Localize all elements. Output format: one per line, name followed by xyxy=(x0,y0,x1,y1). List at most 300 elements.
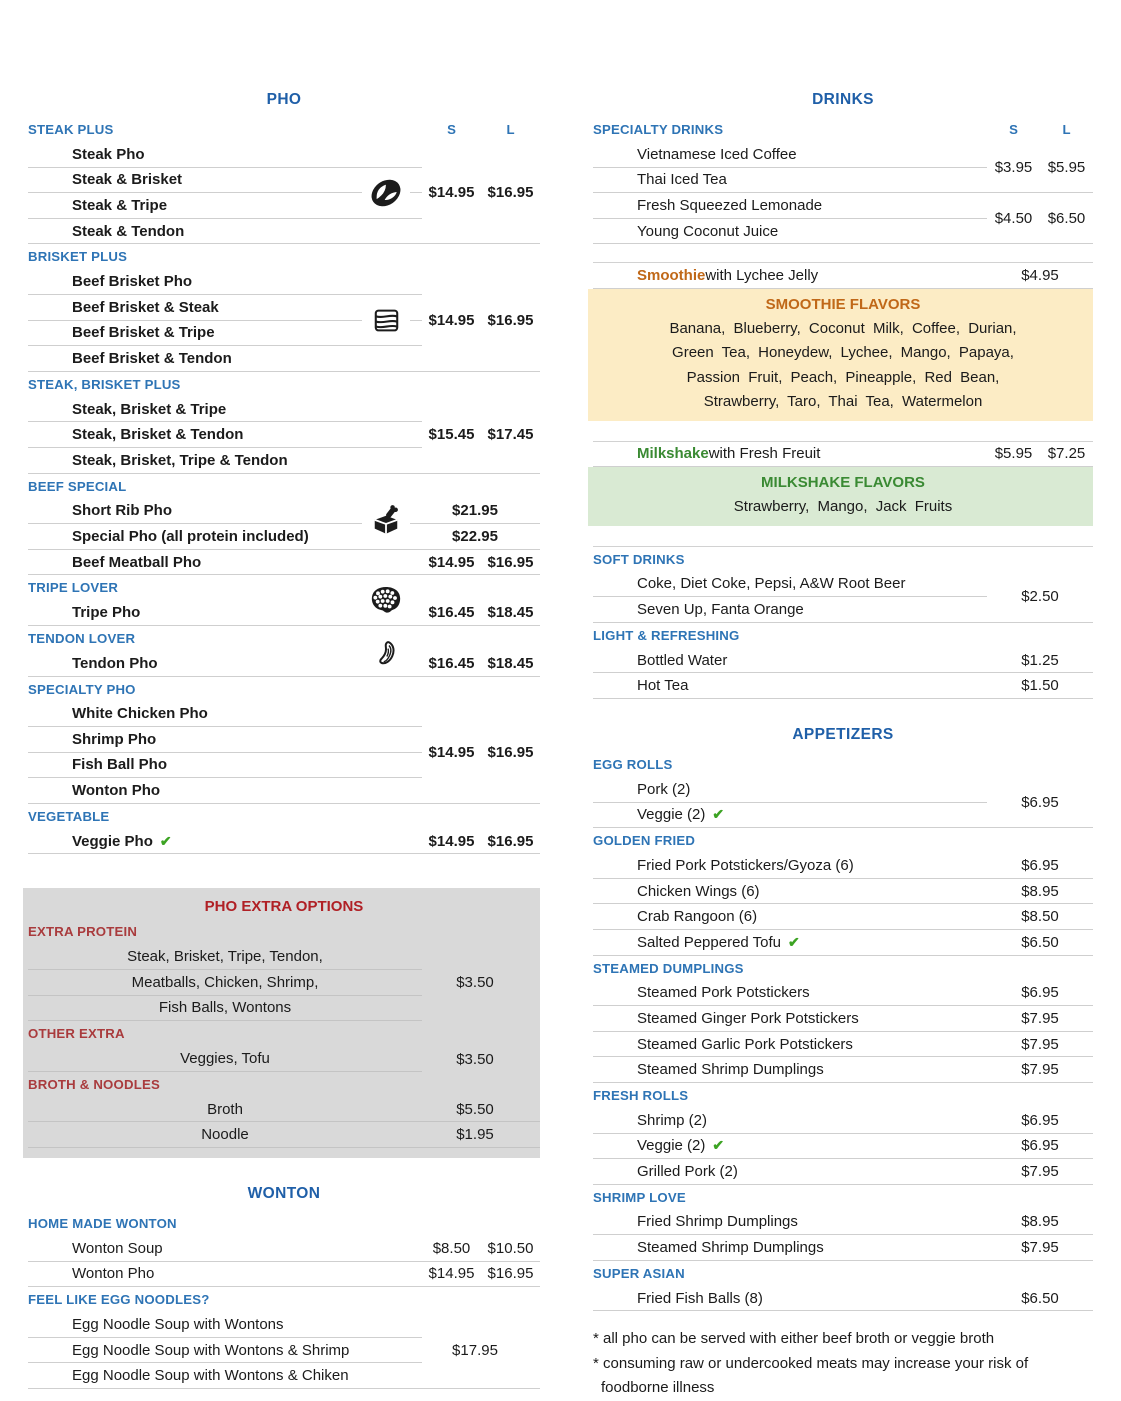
group-items xyxy=(28,1097,540,1148)
item-name-text: Wonton Soup xyxy=(72,1239,163,1257)
menu-group xyxy=(28,117,540,244)
menu-item-name xyxy=(593,1239,987,1256)
menu-item-name xyxy=(28,833,422,850)
price-cell xyxy=(987,777,1093,827)
price-single: $1.95 xyxy=(456,1126,494,1144)
menu-item-name xyxy=(28,1338,422,1364)
price-cell xyxy=(987,883,1093,900)
footnotes xyxy=(593,1327,1093,1400)
group-items xyxy=(28,1046,540,1072)
group-label: SHRIMP LOVE xyxy=(593,1189,686,1205)
flavor-line: Banana, Blueberry, Coconut Milk, Coffee, Durian, xyxy=(669,319,1017,337)
item-lead-word: Milkshake xyxy=(637,445,709,463)
size-col-s: S xyxy=(447,122,456,137)
menu-item-name xyxy=(593,677,987,694)
item-name-text: Steak & Tripe xyxy=(72,196,168,214)
menu-item-row xyxy=(28,499,540,525)
group-label-row xyxy=(28,1021,540,1046)
menu-group xyxy=(28,677,540,804)
price-cell xyxy=(987,934,1093,951)
group-label: SPECIALTY PHO xyxy=(28,681,136,697)
menu-item-row xyxy=(593,673,1093,699)
group-items xyxy=(28,829,540,855)
price-cell xyxy=(422,528,540,545)
menu-item-name xyxy=(593,1112,987,1129)
price-small: $14.95 xyxy=(428,311,475,329)
item-name-text: Broth xyxy=(207,1100,243,1118)
price-single: $6.50 xyxy=(1021,933,1059,951)
group-label-row xyxy=(28,626,540,651)
menu-group xyxy=(28,1287,540,1389)
price-single: $6.50 xyxy=(1021,1289,1059,1307)
price-single: $5.50 xyxy=(456,1100,494,1118)
tendon-icon xyxy=(362,630,410,676)
price-cell xyxy=(987,1137,1093,1154)
menu-group xyxy=(28,474,540,576)
menu-item-name xyxy=(593,1010,987,1027)
price-small: $14.95 xyxy=(428,553,475,571)
menu-item-row xyxy=(593,1210,1093,1236)
menu-group xyxy=(593,117,1093,193)
group-items xyxy=(28,269,540,371)
price-single: $6.95 xyxy=(1021,1137,1059,1155)
price-cell xyxy=(422,651,540,676)
item-name-text: Tendon Pho xyxy=(72,654,158,672)
menu-item-row xyxy=(593,981,1093,1007)
menu-group xyxy=(28,626,540,677)
price-large: $6.50 xyxy=(1047,209,1086,227)
group-label-row xyxy=(593,828,1093,853)
price-small: $8.50 xyxy=(432,1239,471,1257)
item-name-text: Veggie Pho xyxy=(72,832,153,850)
group-label-row xyxy=(28,1072,540,1097)
price-small: $14.95 xyxy=(428,832,475,850)
price-cell xyxy=(422,397,540,473)
price-large: $18.45 xyxy=(487,654,534,672)
menu-item-row xyxy=(28,1262,540,1288)
group-label: GOLDEN FRIED xyxy=(593,833,696,849)
size-header xyxy=(987,122,1093,137)
item-name-text: Grilled Pork (2) xyxy=(637,1162,738,1180)
item-name-text: Egg Noodle Soup with Wontons xyxy=(72,1316,284,1334)
price-single: $6.95 xyxy=(1021,856,1059,874)
price-single: $22.95 xyxy=(452,527,498,545)
menu-item-name xyxy=(28,996,422,1022)
veggie-check-icon: ✔ xyxy=(788,933,800,950)
group-items xyxy=(28,142,540,244)
menu-section-title: DRINKS xyxy=(812,91,874,108)
item-name-text: Steamed Shrimp Dumplings xyxy=(637,1061,824,1079)
group-label-row xyxy=(28,244,540,269)
flavor-line: Strawberry, Mango, Jack Fruits xyxy=(733,498,953,516)
menu-item-row xyxy=(593,904,1093,930)
price-cell xyxy=(422,1265,540,1282)
menu-item-name xyxy=(28,970,422,996)
menu-item-row xyxy=(28,1097,540,1123)
group-label: TENDON LOVER xyxy=(28,630,136,646)
group-label: SUPER ASIAN xyxy=(593,1265,685,1281)
price-large: $17.45 xyxy=(487,426,534,444)
menu-item-row xyxy=(593,879,1093,905)
menu-item-row xyxy=(28,524,540,550)
item-name-text: Seven Up, Fanta Orange xyxy=(637,600,804,618)
group-items xyxy=(28,1236,540,1287)
divider xyxy=(593,421,1093,442)
price-cell xyxy=(422,600,540,625)
price-large: $16.95 xyxy=(487,184,534,202)
group-items xyxy=(593,981,1093,1083)
group-label-row xyxy=(28,474,540,499)
footnote-line: * all pho can be served with either beef broth or veggie broth xyxy=(593,1330,995,1348)
menu-item-name xyxy=(28,142,422,168)
menu-item-name xyxy=(28,554,422,571)
menu-item-name xyxy=(593,883,987,900)
item-name-text: Steak Pho xyxy=(72,145,145,163)
price-cell xyxy=(987,1036,1093,1053)
menu-item-name xyxy=(593,803,987,828)
menu-item-name xyxy=(593,572,987,598)
menu-item-name xyxy=(28,1240,422,1257)
menu-item-name xyxy=(593,1137,987,1154)
price-large: $10.50 xyxy=(487,1239,534,1257)
group-items xyxy=(593,442,1093,468)
item-name-text: Steak, Brisket & Tripe xyxy=(72,400,227,418)
item-name-text: Meatballs, Chicken, Shrimp, xyxy=(131,973,319,991)
group-label-row xyxy=(593,1185,1093,1210)
group-label: STEAMED DUMPLINGS xyxy=(593,960,744,976)
group-label: HOME MADE WONTON xyxy=(28,1216,177,1232)
size-col-s: S xyxy=(1009,122,1018,137)
item-name-text: Steak & Tendon xyxy=(72,222,185,240)
item-name-text: Beef Meatball Pho xyxy=(72,553,202,571)
group-items xyxy=(593,193,1093,244)
price-cell xyxy=(987,984,1093,1001)
item-name-rest: with Lychee Jelly xyxy=(705,267,819,285)
menu-item-name xyxy=(28,346,422,371)
item-name-text: Coke, Diet Coke, Pepsi, A&W Root Beer xyxy=(637,575,906,593)
price-single: $7.95 xyxy=(1021,1061,1059,1079)
price-cell xyxy=(987,445,1093,462)
menu-section-title: APPETIZERS xyxy=(792,725,894,743)
item-name-text: Wonton Pho xyxy=(72,1265,155,1283)
menu-item-name xyxy=(593,267,987,284)
group-items xyxy=(28,397,540,474)
price-cell xyxy=(987,1239,1093,1256)
divider xyxy=(593,526,1093,547)
price-cell xyxy=(987,1010,1093,1027)
item-name-text: Fried Shrimp Dumplings xyxy=(637,1213,798,1231)
price-single: $3.50 xyxy=(456,1050,494,1068)
price-cell xyxy=(987,1290,1093,1307)
price-cell xyxy=(422,944,540,1021)
menu-group xyxy=(593,623,1093,699)
group-items xyxy=(593,1286,1093,1312)
menu-item-name xyxy=(593,934,987,951)
menu-item-row xyxy=(28,829,540,855)
group-items xyxy=(593,648,1093,699)
price-single: $6.95 xyxy=(1021,1111,1059,1129)
menu-section-title: WONTON xyxy=(247,1185,321,1203)
price-small: $16.45 xyxy=(428,654,475,672)
group-label-row xyxy=(28,1211,540,1236)
menu-item-name xyxy=(28,1312,422,1338)
item-name-text: Vietnamese Iced Coffee xyxy=(637,145,797,163)
tripe-icon xyxy=(362,579,410,625)
menu-item-name xyxy=(593,1061,987,1078)
item-name-text: Fried Pork Potstickers/Gyoza (6) xyxy=(637,856,854,874)
menu-item-name xyxy=(28,702,422,728)
item-name-text: Noodle xyxy=(201,1126,249,1144)
price-cell xyxy=(422,1312,540,1388)
menu-item-name xyxy=(28,1363,422,1388)
price-cell xyxy=(422,1101,540,1118)
menu-item-row xyxy=(593,930,1093,956)
group-label: EGG ROLLS xyxy=(593,756,673,772)
short-rib-icon xyxy=(362,499,410,545)
item-name-text: Fish Balls, Wontons xyxy=(158,999,292,1017)
price-cell xyxy=(987,1112,1093,1129)
price-large: $5.95 xyxy=(1047,158,1086,176)
price-small: $16.45 xyxy=(428,604,475,622)
menu-item-name xyxy=(28,1046,422,1072)
price-small: $14.95 xyxy=(428,743,475,761)
veggie-check-icon: ✔ xyxy=(712,1137,725,1154)
menu-group xyxy=(593,752,1093,828)
group-items xyxy=(593,572,1093,623)
price-cell xyxy=(987,652,1093,669)
group-label: FRESH ROLLS xyxy=(593,1087,689,1103)
item-name-text: Steak, Brisket, Tripe & Tendon xyxy=(72,451,288,469)
menu-group xyxy=(593,547,1093,623)
footnote-line: foodborne illness xyxy=(601,1379,715,1397)
group-label-row xyxy=(28,575,540,600)
price-cell xyxy=(422,1126,540,1143)
price-single: $6.95 xyxy=(1021,984,1059,1002)
group-label: STEAK, BRISKET PLUS xyxy=(28,376,181,392)
item-name-text: Wonton Pho xyxy=(72,782,161,800)
menu-group xyxy=(593,1083,1093,1185)
item-name-text: Fish Ball Pho xyxy=(72,756,168,774)
menu-group xyxy=(28,1211,540,1287)
menu-item-row xyxy=(28,1236,540,1262)
menu-item-name xyxy=(593,142,987,168)
price-cell xyxy=(987,1213,1093,1230)
menu-item-name xyxy=(593,445,987,462)
price-single: $8.95 xyxy=(1021,882,1059,900)
item-name-text: Shrimp (2) xyxy=(637,1111,708,1129)
price-single: $17.95 xyxy=(452,1341,498,1359)
price-large: $16.95 xyxy=(487,311,534,329)
price-single: $3.50 xyxy=(456,974,494,992)
menu-group xyxy=(593,442,1093,468)
menu-item-name xyxy=(28,1126,422,1143)
item-name-text: Shrimp Pho xyxy=(72,730,157,748)
menu-group xyxy=(28,575,540,626)
group-label: SPECIALTY DRINKS xyxy=(593,122,724,137)
item-lead-word: Smoothie xyxy=(637,267,706,285)
menu-item-name xyxy=(593,984,987,1001)
group-label-row xyxy=(593,1261,1093,1286)
flavor-line: Passion Fruit, Peach, Pineapple, Red Bean, xyxy=(686,368,1000,386)
item-name-text: Veggie (2) xyxy=(637,806,706,824)
item-name-text: Steamed Ginger Pork Potstickers xyxy=(637,1009,859,1027)
price-large: $7.25 xyxy=(1047,445,1086,463)
menu-item-row xyxy=(593,263,1093,289)
price-single: $7.95 xyxy=(1021,1035,1059,1053)
menu-item-row xyxy=(593,648,1093,674)
group-items xyxy=(28,600,540,626)
menu-group xyxy=(28,804,540,855)
menu-item-row xyxy=(28,1122,540,1148)
price-cell xyxy=(987,677,1093,694)
item-name-text: Steamed Garlic Pork Potstickers xyxy=(637,1035,853,1053)
group-label: BROTH & NOODLES xyxy=(28,1076,160,1092)
extras-box xyxy=(23,888,540,1158)
group-label: STEAK PLUS xyxy=(28,122,114,137)
price-cell xyxy=(422,1240,540,1257)
menu-item-name xyxy=(593,1163,987,1180)
group-items xyxy=(28,651,540,677)
price-cell xyxy=(987,142,1093,192)
veggie-check-icon: ✔ xyxy=(159,832,172,849)
group-items xyxy=(593,853,1093,955)
group-label: LIGHT & REFRESHING xyxy=(593,627,740,643)
group-label: FEEL LIKE EGG NOODLES? xyxy=(28,1292,210,1308)
flavors-box xyxy=(588,467,1093,525)
menu-item-name xyxy=(593,168,987,193)
item-name-text: White Chicken Pho xyxy=(72,705,208,723)
item-name-text: Steak, Brisket, Tripe, Tendon, xyxy=(127,948,323,966)
price-single: $7.95 xyxy=(1021,1009,1059,1027)
price-cell xyxy=(422,142,540,243)
menu-group xyxy=(593,263,1093,289)
price-small: $5.95 xyxy=(994,445,1033,463)
price-cell xyxy=(987,1163,1093,1180)
menu-item-name xyxy=(593,1290,987,1307)
size-header xyxy=(422,122,540,137)
item-name-text: Veggies, Tofu xyxy=(180,1050,270,1068)
price-cell xyxy=(422,269,540,370)
price-large: $16.95 xyxy=(487,1265,534,1283)
item-name-text: Young Coconut Juice xyxy=(637,222,779,240)
price-large: $16.95 xyxy=(487,743,534,761)
menu-item-name xyxy=(28,219,422,244)
menu-item-row xyxy=(593,1032,1093,1058)
menu-item-row xyxy=(593,1134,1093,1160)
group-items xyxy=(593,263,1093,289)
group-label-row xyxy=(593,547,1093,572)
group-label: OTHER EXTRA xyxy=(28,1026,125,1042)
group-items xyxy=(593,777,1093,828)
group-items xyxy=(593,1210,1093,1261)
pho-column xyxy=(28,88,540,1401)
menu-group xyxy=(28,244,540,371)
group-label: TRIPE LOVER xyxy=(28,580,119,596)
price-single: $1.50 xyxy=(1021,677,1059,695)
group-items xyxy=(593,1108,1093,1185)
menu-item-name xyxy=(593,193,987,219)
footnote-line: * consuming raw or undercooked meats may increase your risk of xyxy=(593,1354,1029,1372)
price-single: $4.95 xyxy=(1021,267,1059,285)
group-label-row xyxy=(28,919,540,944)
column-gap xyxy=(540,88,593,1401)
item-name-text: Steak & Brisket xyxy=(72,171,183,189)
box-title: PHO EXTRA OPTIONS xyxy=(204,898,364,916)
menu-item-row xyxy=(593,442,1093,468)
price-single: $6.95 xyxy=(1021,793,1059,811)
price-single: $1.25 xyxy=(1021,651,1059,669)
menu-item-name xyxy=(28,944,422,970)
price-small: $15.45 xyxy=(428,426,475,444)
size-col-l: L xyxy=(1062,122,1071,137)
group-label-row xyxy=(593,623,1093,648)
menu-item-name xyxy=(593,597,987,622)
divider xyxy=(593,244,1093,263)
menu-section-title: PHO xyxy=(266,91,302,108)
menu-item-name xyxy=(593,652,987,669)
item-name-text: Tripe Pho xyxy=(72,604,141,622)
veggie-check-icon: ✔ xyxy=(712,806,725,823)
menu-group xyxy=(28,372,540,474)
price-cell xyxy=(422,502,540,519)
item-name-rest: with Fresh Freuit xyxy=(708,445,821,463)
group-label: BRISKET PLUS xyxy=(28,249,128,265)
menu-item-row xyxy=(593,1057,1093,1083)
price-large: $16.95 xyxy=(487,553,534,571)
steak-icon xyxy=(362,170,410,216)
menu-item-name xyxy=(593,777,987,803)
price-single: $2.50 xyxy=(1021,588,1059,606)
group-label-row xyxy=(28,804,540,829)
size-col-l: L xyxy=(506,122,515,137)
item-name-text: Bottled Water xyxy=(637,651,728,669)
group-label-row xyxy=(28,1287,540,1312)
group-label-row xyxy=(593,752,1093,777)
menu-item-row xyxy=(593,1286,1093,1312)
menu-item-name xyxy=(593,1036,987,1053)
price-cell xyxy=(987,857,1093,874)
group-label-row xyxy=(28,372,540,397)
menu-group xyxy=(593,956,1093,1083)
item-name-text: Crab Rangoon (6) xyxy=(637,908,758,926)
group-label-row xyxy=(593,956,1093,981)
price-cell xyxy=(987,908,1093,925)
menu-item-name xyxy=(28,753,422,779)
price-cell xyxy=(987,1061,1093,1078)
price-cell xyxy=(422,1046,540,1072)
price-single: $21.95 xyxy=(452,502,498,520)
item-name-text: Hot Tea xyxy=(637,677,689,695)
menu-group xyxy=(593,193,1093,244)
menu-group xyxy=(28,1072,540,1148)
price-small: $4.50 xyxy=(994,209,1033,227)
menu-item-name xyxy=(28,727,422,753)
item-name-text: Beef Brisket & Tripe xyxy=(72,324,215,342)
menu-item-row xyxy=(28,550,540,576)
item-name-text: Fresh Squeezed Lemonade xyxy=(637,196,823,214)
group-label: SOFT DRINKS xyxy=(593,551,685,567)
flavor-line: Green Tea, Honeydew, Lychee, Mango, Papaya, xyxy=(672,344,1014,362)
item-name-text: Veggie (2) xyxy=(637,1137,706,1155)
price-single: $7.95 xyxy=(1021,1239,1059,1257)
item-name-text: Steamed Pork Potstickers xyxy=(637,984,810,1002)
price-single: $8.95 xyxy=(1021,1213,1059,1231)
group-items xyxy=(28,1312,540,1389)
item-name-text: Salted Peppered Tofu xyxy=(637,933,782,951)
group-label-row xyxy=(593,117,1093,142)
menu-group xyxy=(593,828,1093,955)
group-items xyxy=(28,499,540,576)
